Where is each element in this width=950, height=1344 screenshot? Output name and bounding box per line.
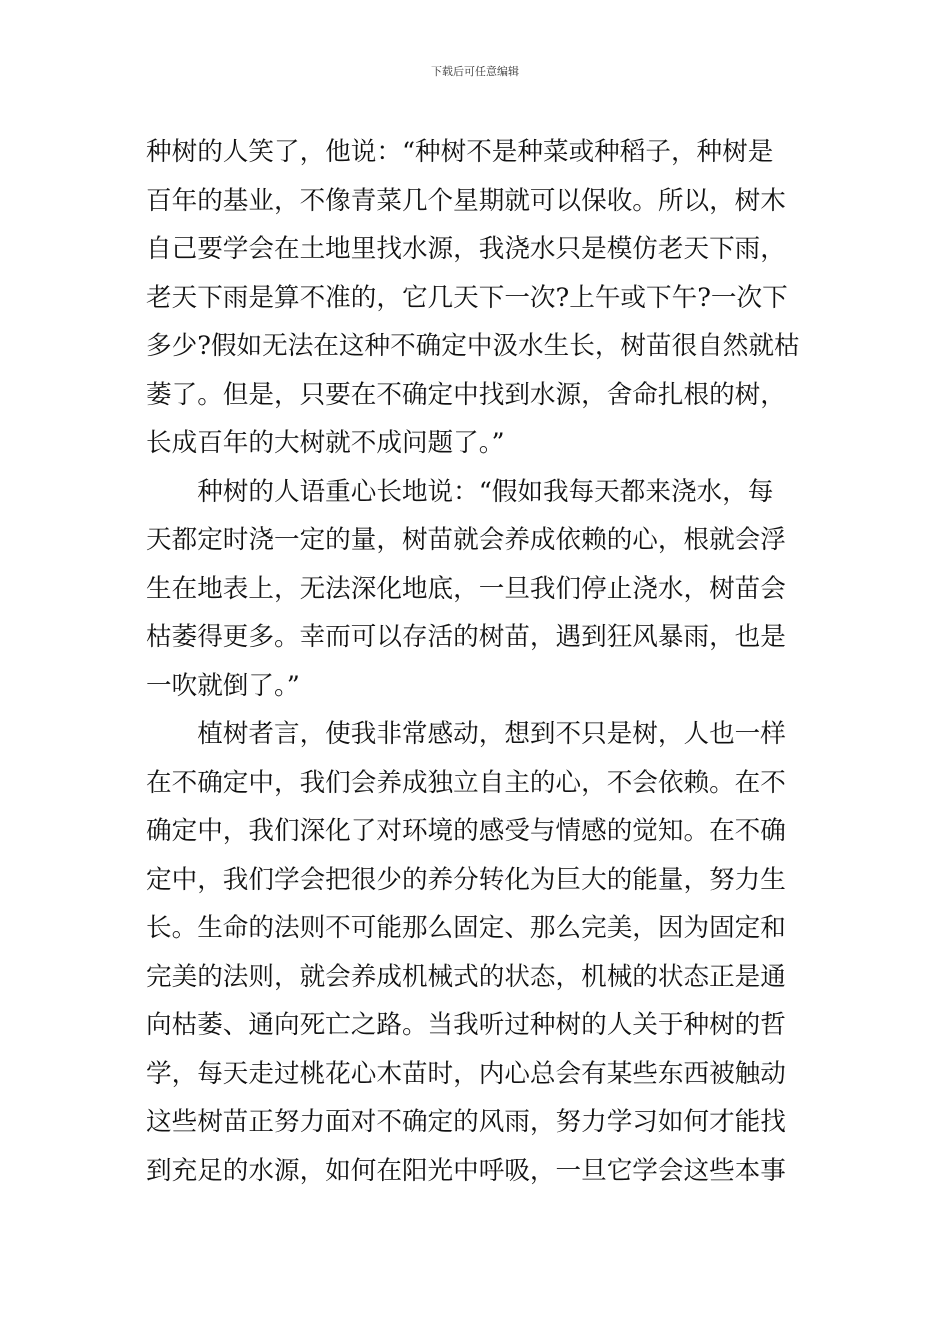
text-line: 多少?假如无法在这种不确定中汲水生长，树苗很自然就枯 bbox=[146, 331, 800, 361]
text-line: 种树的人笑了，他说：“种树不是种菜或种稻子，种树是 bbox=[146, 137, 774, 167]
text-line: 枯萎得更多。幸而可以存活的树苗，遇到狂风暴雨，也是 bbox=[146, 622, 786, 652]
text-line: 到充足的水源，如何在阳光中呼吸，一旦它学会这些本事 bbox=[146, 1155, 786, 1186]
page-header: 下载后可任意编辑 bbox=[431, 65, 519, 78]
text-line: 一吹就倒了。” bbox=[146, 670, 300, 701]
text-line: 种树的人语重心长地说：“假如我每天都来浇水，每 bbox=[146, 476, 774, 507]
text-line: 生在地表上，无法深化地底，一旦我们停止浇水，树苗会 bbox=[146, 573, 786, 604]
text-line: 向枯萎、通向死亡之路。当我听过种树的人关于种树的哲 bbox=[146, 1010, 786, 1040]
text-line: 长。生命的法则不可能那么固定、那么完美，因为固定和 bbox=[146, 913, 786, 943]
text-line: 长成百年的大树就不成问题了。” bbox=[146, 428, 505, 458]
text-line: 完美的法则，就会养成机械式的状态，机械的状态正是通 bbox=[146, 961, 786, 992]
text-line: 天都定时浇一定的量，树苗就会养成依赖的心，根就会浮 bbox=[146, 525, 786, 555]
text-line: 学，每天走过桃花心木苗时，内心总会有某些东西被触动 bbox=[146, 1058, 786, 1089]
text-line: 自己要学会在土地里找水源，我浇水只是模仿老天下雨， bbox=[146, 234, 786, 264]
text-line: 定中，我们学会把很少的养分转化为巨大的能量，努力生 bbox=[146, 864, 786, 895]
text-line: 植树者言，使我非常感动，想到不只是树，人也一样 bbox=[146, 719, 786, 749]
text-line: 百年的基业，不像青菜几个星期就可以保收。所以，树木 bbox=[146, 185, 786, 216]
text-line: 老天下雨是算不准的，它几天下一次?上午或下午?一次下 bbox=[146, 282, 788, 313]
text-line: 在不确定中，我们会养成独立自主的心，不会依赖。在不 bbox=[146, 767, 786, 798]
body-text bbox=[146, 128, 818, 1195]
text-line: 确定中，我们深化了对环境的感受与情感的觉知。在不确 bbox=[146, 816, 786, 846]
text-line: 萎了。但是，只要在不确定中找到水源，舍命扎根的树， bbox=[146, 379, 786, 410]
text-line: 这些树苗正努力面对不确定的风雨，努力学习如何才能找 bbox=[146, 1107, 786, 1137]
